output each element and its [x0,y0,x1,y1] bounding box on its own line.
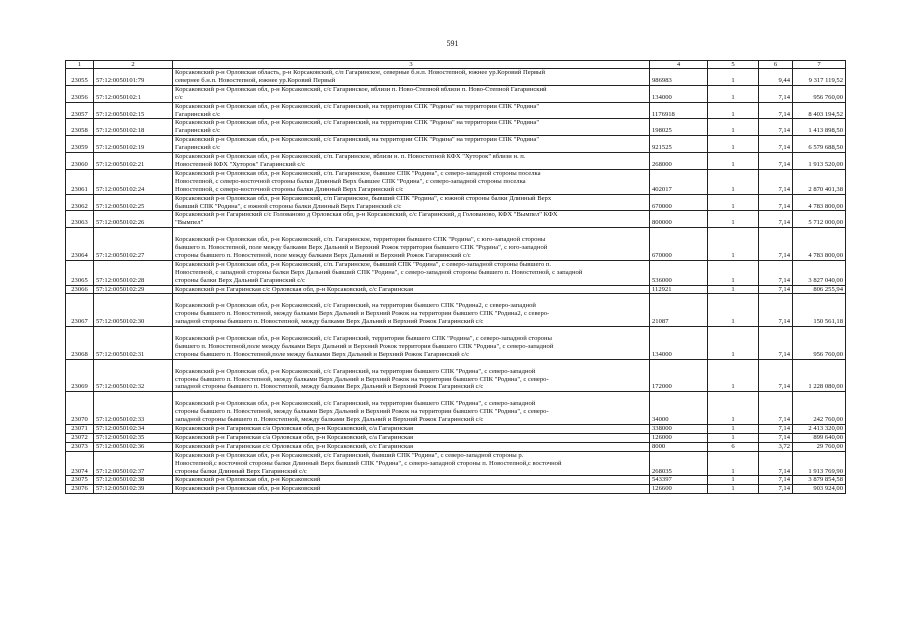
column-header: 5 [708,61,759,69]
column-header: 7 [793,61,846,69]
row-value: 806 255,94 [793,285,846,294]
row-cad: 57:12:0050102:15 [94,102,173,119]
address-line: Корсаковский р-н Орловская обл, р-н Корсаковский, с/п. Гагаринское, бывшее СПК "Родина", с северо-западной стороны поселка [175,169,541,177]
column-header: 3 [173,61,650,69]
row-address [173,485,650,494]
row-n: 23074 [66,451,94,476]
address-line: Корсаковский р-н Орловская обл, р-н Корсаковский, с/п. Гагаринское, бывший СПК "Родина", с северо-западной стороны бывшего п. [175,260,552,268]
row-area: 402017 [650,169,708,194]
row-cad: 57:12:0050102:28 [94,260,173,285]
row-q: 1 [708,294,759,327]
column-header: 6 [759,61,793,69]
row-cad: 57:12:0050102:35 [94,433,173,442]
address-line: Корсаковский р-н Орловская обл, р-н Корсаковский, с/п. Гагаринское, вблизи н. п. Новостепной КФХ "Хуторок" вблизи н. п. [175,153,526,161]
row-area: 1176918 [650,102,708,119]
row-price: 7,14 [759,392,793,425]
row-cad: 57:12:0050102:36 [94,442,173,451]
row-q: 1 [708,451,759,476]
row-price: 7,14 [759,485,793,494]
row-price: 9,44 [759,69,793,86]
row-value: 899 640,00 [793,433,846,442]
row-value: 150 561,18 [793,294,846,327]
table-row [66,69,846,86]
row-cad: 57:12:0050102:24 [94,169,173,194]
row-cad: 57:12:0050102:26 [94,211,173,228]
column-header: 1 [66,61,94,69]
header-row [66,61,846,69]
table-row [66,442,846,451]
row-cad: 57:12:0050102:34 [94,424,173,433]
table-row [66,136,846,153]
row-n: 23063 [66,211,94,228]
row-value: 2 413 320,00 [793,424,846,433]
row-q: 1 [708,260,759,285]
row-area: 134000 [650,327,708,360]
row-price: 7,14 [759,260,793,285]
row-address [173,442,650,451]
address-line: Корсаковский р-н Гагаринская с/с Орловская обл, р-н Корсаковский, с/с Гагаринская [175,285,414,293]
row-cad: 57:12:0050102:31 [94,327,173,360]
row-cad: 57:12:0050101:79 [94,69,173,86]
table-row [66,211,846,228]
row-address [173,85,650,102]
address-line: Корсаковский р-н Орловская обл, р-н Корсаковский, с/с Гагаринский, на территории СПК "Родина" на территории СПК "Родина" [175,136,540,144]
address-line: Корсаковский р-н Гагаринская с/а Орловская обл, р-н Корсаковский, с/а Гагаринская [175,424,414,432]
row-q: 1 [708,153,759,170]
row-q: 1 [708,228,759,261]
table-row [66,169,846,194]
row-price: 7,14 [759,119,793,136]
row-address [173,433,650,442]
row-q: 1 [708,211,759,228]
row-cad: 57:12:0050102:25 [94,194,173,211]
row-n: 23065 [66,260,94,285]
address-line: Корсаковский р-н Орловская обл, р-н Корсаковский, с/с Гагаринский, на территории СПК "Родина" на территории СПК "Родина" [175,102,540,110]
address-line: Корсаковский р-н Орловская обл, р-н Корсаковский, с/п. Гагаринское, территория бывшего СПК "Родина", с юго-западной стороны [175,236,546,244]
address-line: Корсаковский р-н Орловская обл, р-н Корсаковский, с/с Гагаринский, бывший СПК "Родина", с северо-западной стороны р. [175,451,524,459]
row-address [173,228,650,261]
address-line: бывшего п. Новостепной, поле между балками Верх Дальний и Верхний Рожок территория бывшего СПК "Родина", с юго-западной [175,244,548,252]
table-row [66,285,846,294]
row-n: 23064 [66,228,94,261]
row-price: 7,14 [759,228,793,261]
row-value: 2 870 401,38 [793,169,846,194]
row-area: 921525 [650,136,708,153]
row-n: 23062 [66,194,94,211]
address-line: Новостепной КФХ "Хуторок" Гагаринский с/с [175,160,306,168]
address-line: Новостепной,с восточной стороны балки Длинный Верх бывший СПК "Родина", с северо-западной стороны п. Новостепной,с восточной [175,459,562,467]
row-address [173,102,650,119]
address-line: Корсаковский р-н Орловская обл, р-н Корсаковский, с/с Гагаринский, на территории бывшего СПК "Родина", с северо-западной [175,400,536,408]
row-area: 21087 [650,294,708,327]
row-price: 7,14 [759,451,793,476]
table-row [66,194,846,211]
row-price: 7,14 [759,102,793,119]
row-address [173,194,650,211]
row-cad: 57:12:0050102:32 [94,359,173,392]
address-line: Корсаковский р-н Орловская обл, р-н Корсаковский, с/с Гагаринский, территория бывшего СПК "Родина", с северо-западной стороны [175,335,552,342]
table-row [66,433,846,442]
row-q: 1 [708,285,759,294]
row-q: 1 [708,392,759,425]
address-line: стороны бывшего п. Новостепной, поле между балками Верх Дальний и Верхний Рожок Гагаринский с/с [175,251,471,259]
row-price: 7,14 [759,285,793,294]
row-area: 986983 [650,69,708,86]
row-cad: 57:12:0050102:38 [94,476,173,485]
row-address [173,294,650,327]
row-cad: 57:12:0050102:18 [94,119,173,136]
address-line: Гагаринский с/с [175,127,221,135]
row-address [173,451,650,476]
row-q: 1 [708,476,759,485]
row-n: 23072 [66,433,94,442]
row-value: 956 760,00 [793,85,846,102]
row-cad: 57:12:0050102:1 [94,85,173,102]
address-line: стороны бывшего п. Новостепной, между балками Верх Дальний и Верхний Рожок на территории бывшего СПК "Родина2, с северо- [175,310,550,318]
row-value: 5 712 000,00 [793,211,846,228]
table-row [66,359,846,392]
table-row [66,485,846,494]
row-area: 8000 [650,442,708,451]
land-register-table [65,60,846,494]
row-q: 1 [708,169,759,194]
row-value: 4 783 800,00 [793,194,846,211]
table-row [66,228,846,261]
table-row [66,102,846,119]
address-line: Гагаринский с/с [175,144,221,152]
row-address [173,211,650,228]
row-price: 7,14 [759,476,793,485]
row-n: 23058 [66,119,94,136]
address-line [175,294,647,302]
address-line: Корсаковский р-н Орловская обл, р-н Корсаковский, с/с Гагаринский, на территории СПК "Родина" на территории СПК "Родина" [175,119,540,127]
row-address [173,424,650,433]
row-price: 7,14 [759,424,793,433]
row-cad: 57:12:0050102:27 [94,228,173,261]
row-q: 1 [708,433,759,442]
table-row [66,85,846,102]
address-line: бывшего п. Новостепной,поле между балками Верх Дальний и Верхний Рожок территория бывшего СПК "Родина", с северо-западной [175,342,554,350]
table-body [66,69,846,494]
row-q: 1 [708,136,759,153]
row-n: 23071 [66,424,94,433]
row-address [173,285,650,294]
row-value: 956 760,00 [793,327,846,360]
address-line: стороны бывшего п. Новостепной,поле между балками Верх Дальний и Верхний Рожок Гагаринский с/с [175,350,470,358]
row-n: 23067 [66,294,94,327]
address-line: Корсаковский р-н Гагаринская с/с Орловская обл, р-н Корсаковский, с/с Гагаринская [175,442,414,450]
table-row [66,327,846,360]
address-line: Корсаковский р-н Орловская область, р-н Корсаковский, с/п Гагаринское, северные б.н.п. Новостепной, южнее ур.Коровий Первый [175,69,546,76]
row-n: 23076 [66,485,94,494]
row-cad: 57:12:0050102:30 [94,294,173,327]
address-line: стороны бывшего п. Новостепной, между балками Верх Дальний и Верхний Рожок на территории бывшего СПК "Родина", с северо- [175,408,549,416]
row-n: 23066 [66,285,94,294]
row-cad: 57:12:0050102:33 [94,392,173,425]
row-address [173,327,650,360]
row-area: 126000 [650,433,708,442]
row-q: 1 [708,119,759,136]
row-price: 7,14 [759,136,793,153]
table-row [66,451,846,476]
address-line: севернее б.н.п. Новостепной, южнее ур.Коровий Первый [175,76,336,84]
address-line: западной стороны бывшего п. Новостепной, между балками Верх Дальний и Верхний Рожок Гагаринский с/с [175,383,484,391]
row-value: 1 413 898,50 [793,119,846,136]
row-n: 23073 [66,442,94,451]
row-n: 23075 [66,476,94,485]
address-line: западной стороны бывшего п. Новостепной, между балками Верх Дальний и Верхний Рожок Гагаринский с/с [175,416,484,424]
row-price: 7,14 [759,169,793,194]
row-area: 198025 [650,119,708,136]
row-n: 23057 [66,102,94,119]
address-line [175,392,647,400]
address-line: Новостепной, с западной стороны балки Верх Дальний бывший СПК "Родина", с северо-западной стороны бывшего п. Новостепной, с западной [175,268,583,276]
address-line: "Вымпел" [175,219,204,227]
address-line: бывший СПК "Родина", с южной стороны балки Длинный Верх Гагаринский с/с [175,202,402,210]
row-value: 9 317 119,52 [793,69,846,86]
row-n: 23068 [66,327,94,360]
row-area: 670000 [650,194,708,211]
address-line: Корсаковский р-н Орловская обл, р-н Корсаковский [175,476,321,484]
row-price: 7,14 [759,359,793,392]
column-header: 2 [94,61,173,69]
row-area: 543397 [650,476,708,485]
row-value: 8 403 194,52 [793,102,846,119]
row-q: 1 [708,327,759,360]
page-number: 591 [446,39,459,48]
row-value: 242 760,00 [793,392,846,425]
row-value: 903 924,00 [793,485,846,494]
address-line: стороны бывшего п. Новостепной, между балками Верх Дальний и Верхний Рожок на территории бывшего СПК "Родина", с северо- [175,375,549,383]
row-address [173,69,650,86]
address-line: западной стороны бывшего п. Новостепной, между балками Верх Дальний и Верхний Рожок Гагаринский с/с [175,318,484,326]
address-line [175,228,647,236]
row-address [173,476,650,485]
row-price: 7,14 [759,294,793,327]
row-address [173,153,650,170]
row-q: 1 [708,194,759,211]
row-q: 1 [708,424,759,433]
row-value: 3 827 040,00 [793,260,846,285]
row-q: 1 [708,485,759,494]
address-line: Новостепной, с северо-восточной стороны балки Длинный Верх бывшее СПК "Родина", с северо-западной стороны поселка [175,177,526,185]
address-line [175,327,647,335]
row-value: 29 760,00 [793,442,846,451]
address-line: с/с [175,93,183,101]
table-row [66,153,846,170]
row-address [173,392,650,425]
row-area: 338000 [650,424,708,433]
row-n: 23060 [66,153,94,170]
address-line: Корсаковский р-н Орловская обл, р-н Корсаковский, с/п Гагаринское, бывший СПК "Родина", с южной стороны балки Длинный Верх [175,194,552,202]
address-line [175,360,647,368]
address-line: стороны балки Верх Дальний Гагаринский с/с [175,276,305,284]
row-area: 268000 [650,153,708,170]
row-area: 134000 [650,85,708,102]
row-q: 1 [708,359,759,392]
address-line: Гагаринский с/с [175,110,221,118]
row-area: 800000 [650,211,708,228]
row-area: 172000 [650,359,708,392]
address-line: Новостепной, с северо-восточной стороны балки Длинный Верх Гагаринский с/с [175,185,404,193]
row-address [173,359,650,392]
address-line: Корсаковский р-н Орловская обл, р-н Корсаковский, с/с Гагаринский, на территории бывшего СПК "Родина", с северо-западной [175,367,536,375]
row-price: 7,14 [759,85,793,102]
table-row [66,476,846,485]
row-area: 34000 [650,392,708,425]
row-cad: 57:12:0050102:39 [94,485,173,494]
row-area: 536000 [650,260,708,285]
row-value: 3 879 854,58 [793,476,846,485]
table-row [66,424,846,433]
row-area: 112921 [650,285,708,294]
row-address [173,136,650,153]
row-cad: 57:12:0050102:21 [94,153,173,170]
row-address [173,119,650,136]
row-n: 23069 [66,359,94,392]
row-n: 23059 [66,136,94,153]
row-cad: 57:12:0050102:29 [94,285,173,294]
row-price: 3,72 [759,442,793,451]
row-value: 4 783 800,00 [793,228,846,261]
row-q: 1 [708,102,759,119]
row-n: 23061 [66,169,94,194]
row-area: 126600 [650,485,708,494]
row-cad: 57:12:0050102:19 [94,136,173,153]
table-row [66,294,846,327]
row-value: 1 228 080,00 [793,359,846,392]
row-q: 1 [708,69,759,86]
row-area: 670000 [650,228,708,261]
row-address [173,260,650,285]
column-header: 4 [650,61,708,69]
row-n: 23056 [66,85,94,102]
table-row [66,119,846,136]
address-line: Корсаковский р-н Орловская обл, р-н Корсаковский, с/с Гагаринское, вблизи п. Ново-Степной вблизи п. Ново-Степной Гагаринский [175,85,547,93]
row-cad: 57:12:0050102:37 [94,451,173,476]
address-line: стороны балки Длинный Верх Гагаринский с/с [175,467,307,475]
row-price: 7,14 [759,153,793,170]
address-line: Корсаковский р-н Орловская обл, р-н Корсаковский, с/с Гагаринский, на территории бывшего СПК "Родина2, с северо-западной [175,302,536,310]
row-price: 7,14 [759,211,793,228]
row-value: 1 913 520,00 [793,153,846,170]
row-address [173,169,650,194]
row-q: 1 [708,85,759,102]
row-q: 6 [708,442,759,451]
address-line: Корсаковский р-н Гагаринский с/с Голованово д Орловская обл, р-н Корсаковский, с/с Гагаринский, д Голованово, КФХ "Вымпел" КФХ [175,211,558,219]
address-line: Корсаковский р-н Гагаринская с/а Орловская обл, р-н Корсаковский, с/а Гагаринская [175,433,414,441]
row-price: 7,14 [759,327,793,360]
address-line: Корсаковский р-н Орловская обл, р-н Корсаковский [175,485,321,493]
table-row [66,392,846,425]
row-price: 7,14 [759,433,793,442]
row-value: 6 579 688,50 [793,136,846,153]
row-area: 268035 [650,451,708,476]
row-price: 7,14 [759,194,793,211]
table-row [66,260,846,285]
row-n: 23070 [66,392,94,425]
row-value: 1 913 769,90 [793,451,846,476]
row-n: 23055 [66,69,94,86]
